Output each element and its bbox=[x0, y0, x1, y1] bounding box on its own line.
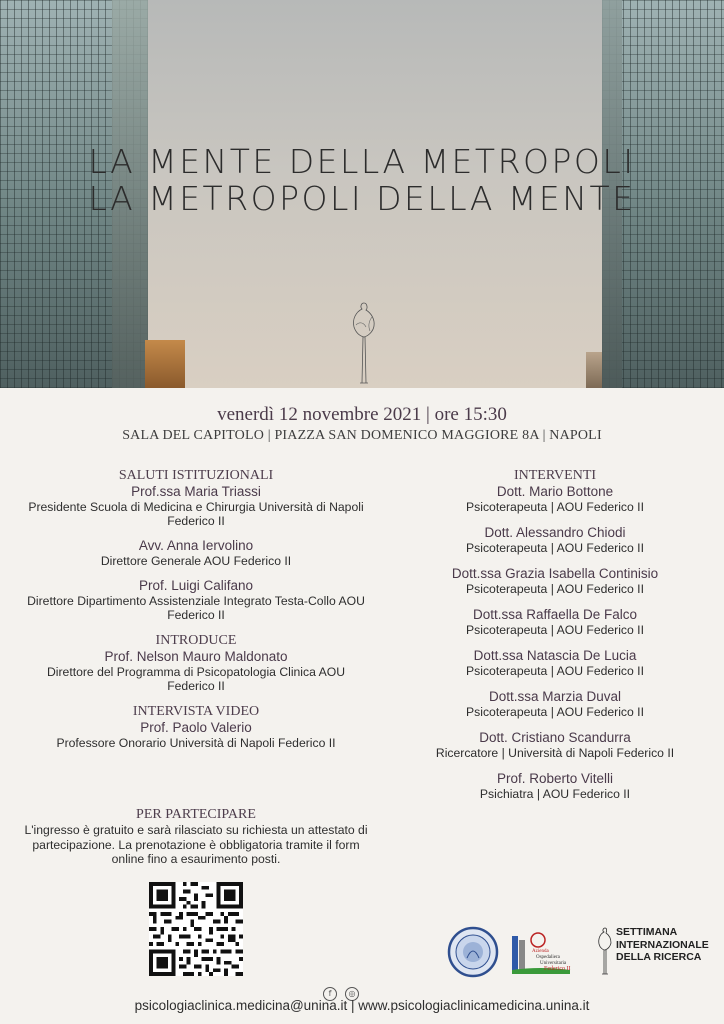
svg-text:Federico II: Federico II bbox=[544, 966, 571, 972]
speaker-role: Presidente Scuola di Medicina e Chirurgia Università di Napoli Federico II bbox=[28, 500, 364, 528]
title-line-1: LA MENTE DELLA METROPOLI bbox=[88, 142, 636, 181]
speaker-role: Psicoterapeuta | AOU Federico II bbox=[466, 623, 644, 637]
speaker-item bbox=[0, 484, 392, 528]
settimana-line-1: SETTIMANA bbox=[616, 926, 678, 938]
speaker-role: Direttore Generale AOU Federico II bbox=[100, 554, 292, 568]
speaker-name: Prof. Nelson Mauro Maldonato bbox=[104, 649, 288, 664]
speaker-item bbox=[0, 649, 392, 693]
video-title: INTERVISTA VIDEO bbox=[132, 704, 260, 719]
speaker-name: Dott. Cristiano Scandurra bbox=[479, 730, 631, 745]
dancer-illustration bbox=[346, 295, 382, 387]
speaker-role: Psichiatra | AOU Federico II bbox=[479, 787, 631, 801]
title-line-2: LA METROPOLI DELLA MENTE bbox=[88, 179, 636, 218]
participate-title: PER PARTECIPARE bbox=[136, 807, 256, 822]
speaker-name: Dott. Alessandro Chiodi bbox=[484, 525, 626, 540]
speaker-item bbox=[404, 771, 706, 801]
speaker-role: Psicoterapeuta | AOU Federico II bbox=[466, 541, 644, 555]
speaker-role: Psicoterapeuta | AOU Federico II bbox=[466, 664, 644, 678]
speaker-role: Ricercatore | Università di Napoli Federico II bbox=[435, 746, 675, 760]
low-building bbox=[145, 340, 185, 388]
university-seal-logo bbox=[447, 924, 499, 980]
speaker-item bbox=[404, 566, 706, 596]
speaker-item bbox=[404, 689, 706, 719]
event-venue: SALA DEL CAPITOLO | PIAZZA SAN DOMENICO MAGGIORE 8A | NAPOLI bbox=[122, 428, 602, 443]
speaker-role: Psicoterapeuta | AOU Federico II bbox=[466, 705, 644, 719]
speaker-role: Direttore del Programma di Psicopatologia Clinica AOU Federico II bbox=[46, 665, 346, 693]
speaker-item bbox=[404, 607, 706, 637]
event-title bbox=[0, 143, 724, 217]
speaker-item bbox=[404, 648, 706, 678]
settimana-line-3: DELLA RICERCA bbox=[616, 951, 702, 963]
participate-text: L'ingresso è gratuito e sarà rilasciato su richiesta un attestato di partecipazione. La prenotazione è obbligatoria tramite il form online fino a esaurimento posti. bbox=[24, 823, 368, 866]
interventi-title: INTERVENTI bbox=[513, 468, 597, 483]
speaker-name: Dott.ssa Marzia Duval bbox=[488, 689, 622, 704]
svg-text:Ospedaliera: Ospedaliera bbox=[536, 955, 560, 960]
speaker-name: Dott.ssa Grazia Isabella Continisio bbox=[451, 566, 659, 581]
speaker-role: Direttore Dipartimento Assistenziale Integrato Testa-Collo AOU Federico II bbox=[27, 594, 365, 622]
aou-federico-ii-logo bbox=[510, 924, 588, 980]
speaker-name: Prof. Roberto Vitelli bbox=[496, 771, 614, 786]
speaker-item bbox=[404, 525, 706, 555]
settimana-line-2: INTERNAZIONALE bbox=[616, 938, 709, 951]
qr-code[interactable] bbox=[149, 882, 243, 976]
participate-section bbox=[0, 806, 392, 867]
event-date-time: venerdì 12 novembre 2021 | ore 15:30 bbox=[217, 404, 507, 425]
left-column bbox=[0, 467, 392, 760]
speaker-name: Dott. Mario Bottone bbox=[496, 484, 614, 499]
speaker-item bbox=[0, 538, 392, 568]
hero-image bbox=[0, 0, 724, 388]
footer-contacts[interactable]: psicologiaclinica.medicina@unina.it | www.psicologiaclinicamedicina.unina.it bbox=[134, 998, 590, 1013]
dancer-small-icon bbox=[596, 924, 614, 978]
introduce-title: INTRODUCE bbox=[155, 633, 237, 648]
speaker-name: Dott.ssa Natascia De Lucia bbox=[473, 648, 637, 663]
speaker-item bbox=[0, 720, 392, 750]
speaker-name: Avv. Anna Iervolino bbox=[138, 538, 254, 553]
speaker-name: Prof. Paolo Valerio bbox=[140, 720, 252, 735]
saluti-title: SALUTI ISTITUZIONALI bbox=[118, 468, 274, 483]
speaker-role: Psicoterapeuta | AOU Federico II bbox=[466, 582, 644, 596]
speaker-item bbox=[404, 484, 706, 514]
instagram-icon[interactable]: ◎ bbox=[345, 987, 359, 1001]
speaker-name: Dott.ssa Raffaella De Falco bbox=[472, 607, 638, 622]
right-column bbox=[404, 467, 706, 812]
speaker-role: Psicoterapeuta | AOU Federico II bbox=[466, 500, 644, 514]
settimana-ricerca-logo bbox=[596, 924, 709, 980]
speaker-name: Prof.ssa Maria Triassi bbox=[131, 484, 261, 499]
facebook-icon[interactable]: f bbox=[323, 987, 337, 1001]
svg-text:Azienda: Azienda bbox=[532, 949, 549, 954]
speaker-item bbox=[404, 730, 706, 760]
speaker-name: Prof. Luigi Califano bbox=[138, 578, 254, 593]
svg-text:Universitaria: Universitaria bbox=[540, 961, 567, 966]
speaker-role: Professore Onorario Università di Napoli Federico II bbox=[56, 736, 336, 750]
speaker-item bbox=[0, 578, 392, 622]
